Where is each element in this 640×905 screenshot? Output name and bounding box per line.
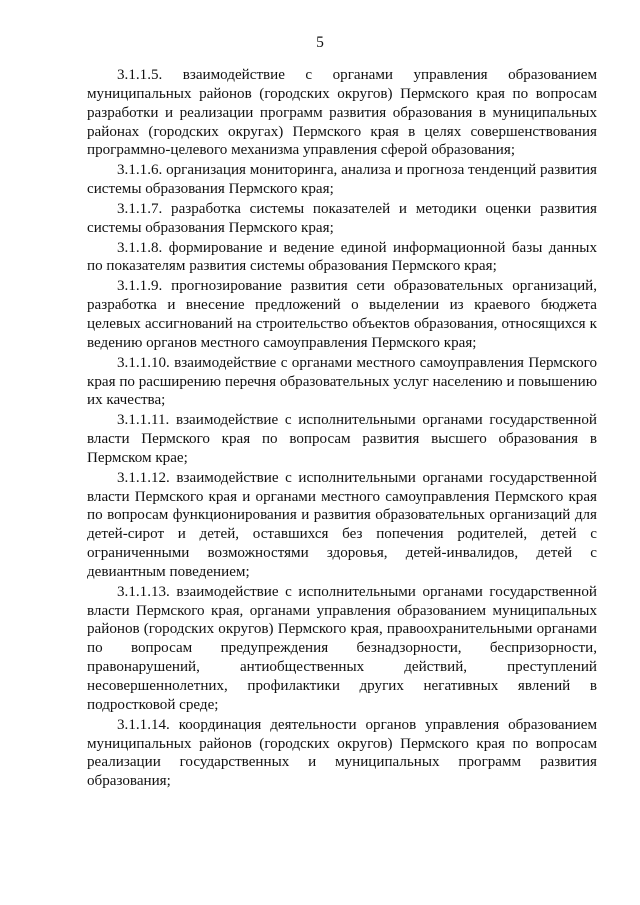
clause-3-1-1-8: 3.1.1.8. формирование и ведение единой информационной базы данных по показателям развития системы образования Пермского края; [87,239,597,275]
clause-3-1-1-6: 3.1.1.6. организация мониторинга, анализа и прогноза тенденций развития системы образования Пермского края; [87,162,597,198]
clause-3-1-1-12: 3.1.1.12. взаимодействие с исполнительными органами государственной власти Пермского края и органами местного самоуправления Пермского края по вопросам функционирования и развития образовательных организаций для детей-сирот и детей, оставшихся без попечения родителей, детей с ограниченными возможностями здоровья, детей-инвалидов, детей с девиантным поведением; [87,469,597,580]
document-body [87,66,597,792]
clause-3-1-1-14: 3.1.1.14. координация деятельности органов управления образованием муниципальных районов (городских округов) Пермского края по вопросам реализации государственных и муниципальных программ развития образования; [87,716,597,790]
clause-3-1-1-11: 3.1.1.11. взаимодействие с исполнительными органами государственной власти Пермского края по вопросам развития высшего образования в Пермском крае; [87,412,597,466]
clause-3-1-1-10: 3.1.1.10. взаимодействие с органами местного самоуправления Пермского края по расширению перечня образовательных услуг населению и повышению их качества; [87,354,597,409]
clause-3-1-1-7: 3.1.1.7. разработка системы показателей и методики оценки развития системы образования Пермского края; [87,200,597,236]
clause-3-1-1-5: 3.1.1.5. взаимодействие с органами управления образованием муниципальных районов (городских округов) Пермского края по вопросам разработки и реализации программ развития образования в муниципальных районах (городских округах) Пермского края в целях совершенствования программно-целевого механизма управления сферой образования; [87,67,597,159]
clause-3-1-1-9: 3.1.1.9. прогнозирование развития сети образовательных организаций, разработка и внесение предложений о выделении из краевого бюджета целевых ассигнований на строительство объектов образования, относящихся к ведению органов местного самоуправления Пермского края; [87,278,597,351]
clause-3-1-1-13: 3.1.1.13. взаимодействие с исполнительными органами государственной власти Пермского края, органами управления образованием муниципальных районов (городских округов) Пермского края, правоохранительными органами по вопросам предупреждения безнадзорности, беспризорности, правонарушений, антиобщественных действий, преступлений несовершеннолетних, профилактики других негативных явлений в подростковой среде; [87,583,597,713]
page-number: 5 [316,34,324,51]
